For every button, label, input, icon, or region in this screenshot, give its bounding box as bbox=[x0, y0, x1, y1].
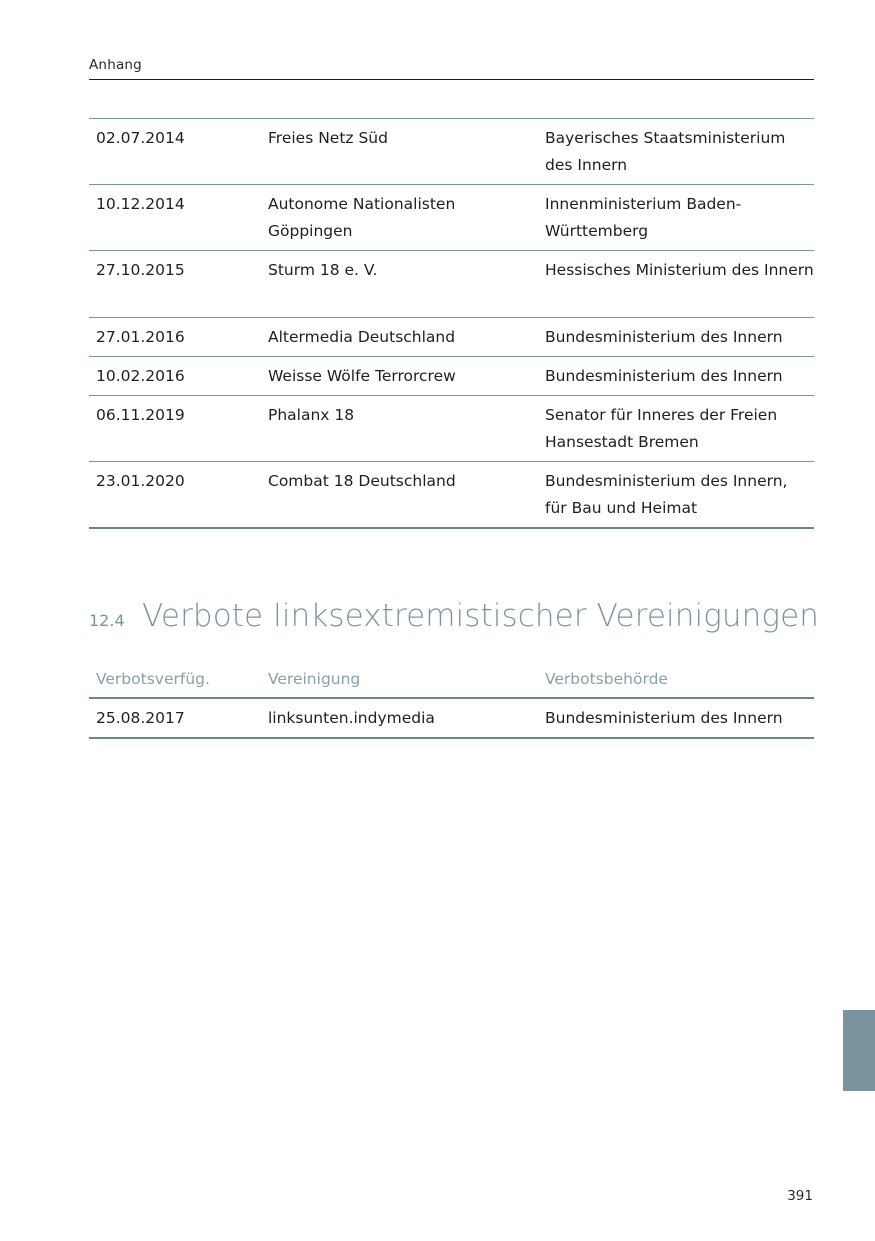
association-cell: Freies Netz Süd bbox=[268, 129, 388, 147]
date-cell: 10.12.2014 bbox=[96, 195, 185, 213]
authority-cell: Bundesministerium des Innern, für Bau und Heimat bbox=[545, 472, 788, 517]
table-row bbox=[89, 357, 814, 396]
authority-cell: Innenministerium Baden-Württemberg bbox=[545, 195, 742, 240]
authority-cell: Bundesministerium des Innern bbox=[545, 709, 783, 727]
authority-cell: Bundesministerium des Innern bbox=[545, 367, 783, 385]
association-cell: Altermedia Deutschland bbox=[268, 328, 456, 346]
table-row bbox=[89, 318, 814, 357]
left-wing-ban-table bbox=[89, 662, 814, 739]
table-row bbox=[89, 251, 814, 318]
table-row bbox=[89, 119, 814, 185]
association-cell: linksunten.indymedia bbox=[268, 709, 435, 727]
page-number: 391 bbox=[787, 1188, 813, 1204]
table-row bbox=[89, 462, 814, 529]
date-cell: 23.01.2020 bbox=[96, 472, 185, 490]
authority-cell: Hessisches Ministerium des Innern bbox=[545, 261, 814, 279]
column-header-authority: Verbotsbehörde bbox=[537, 662, 814, 698]
authority-cell: Bundesministerium des Innern bbox=[545, 328, 783, 346]
running-head: Anhang bbox=[89, 57, 142, 73]
association-cell: Sturm 18 e. V. bbox=[268, 261, 378, 279]
date-cell: 27.10.2015 bbox=[96, 261, 185, 279]
column-header-date: Verbotsverfüg. bbox=[89, 662, 260, 698]
table-row bbox=[89, 185, 814, 251]
table-header-row bbox=[89, 662, 814, 698]
date-cell: 27.01.2016 bbox=[96, 328, 185, 346]
section-number: 12.4 bbox=[89, 611, 125, 630]
table-row bbox=[89, 396, 814, 462]
date-cell: 10.02.2016 bbox=[96, 367, 185, 385]
date-cell: 25.08.2017 bbox=[96, 709, 185, 727]
table-row bbox=[89, 698, 814, 738]
date-cell: 02.07.2014 bbox=[96, 129, 185, 147]
association-cell: Combat 18 Deutschland bbox=[268, 472, 456, 490]
association-cell: Weisse Wölfe Terrorcrew bbox=[268, 367, 456, 385]
authority-cell: Senator für Inneres der Freien Hansestadt Bremen bbox=[545, 406, 778, 451]
authority-cell: Bayerisches Staatsministerium des Innern bbox=[545, 129, 786, 174]
right-wing-ban-table bbox=[89, 118, 814, 529]
date-cell: 06.11.2019 bbox=[96, 406, 185, 424]
section-heading bbox=[89, 598, 819, 634]
association-cell: Phalanx 18 bbox=[268, 406, 355, 424]
association-cell: Autonome Nationalisten Göppingen bbox=[268, 195, 456, 240]
column-header-association: Vereinigung bbox=[260, 662, 537, 698]
section-title: Verbote linksextremistischer Vereinigungen bbox=[142, 598, 820, 634]
chapter-side-tab bbox=[843, 1010, 875, 1091]
header-rule bbox=[89, 79, 814, 80]
